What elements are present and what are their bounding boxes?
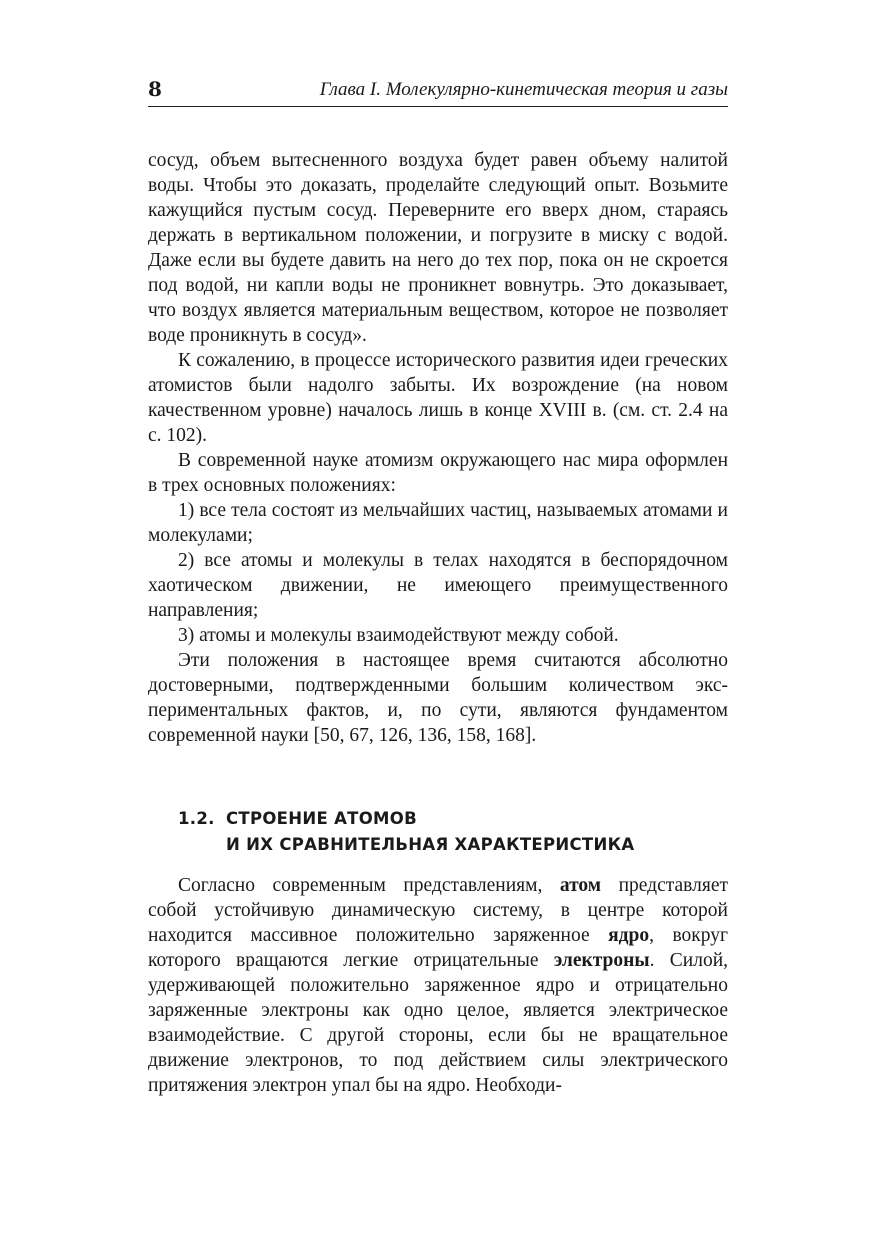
text-span: . Силой, удерживающей положительно заряженное ядро и отрицательно заряженные электроны как одно целое, является электрическое взаимодействие. С другой стороны, если бы не вращательное движение электронов, то под действием силы электрического притяжения электрон упал бы на ядро. Необходи- [148,950,728,1096]
page-number: 8 [148,77,162,101]
page-header [148,76,728,107]
text-span: представляет собой устойчивую динамическую систему, в центре которой находится массивное положительно заряженное [148,875,728,946]
body-text-bottom [148,873,728,1098]
paragraph-atomism-intro: В современной науке атомизм окружающего нас мира оформлен в трех основных положениях: [148,450,728,496]
term-nucleus: ядро [608,925,650,946]
list-item-3: 3) атомы и молекулы взаимодействуют между собой. [178,625,619,646]
paragraph-conclusion: Эти положения в настоящее время считаются абсолютно достоверными, подтвержденными большим количеством экспериментальных фактов, и, по сути, являются фундаментом современной науки [50, 67, 126, 136, 158, 168]. [148,650,728,746]
text-span: Согласно современным представлениям, [178,875,560,896]
paragraph-history: К сожалению, в процессе исторического развития идеи греческих атомистов были надолго забыты. Их возрождение (на новом качественном уровне) началось лишь в конце XVIII в. (см. ст. 2.4 на с. 102). [148,350,728,446]
list-item-2: 2) все атомы и молекулы в телах находятся в беспорядочном хаотическом движении, не имеющего преимущественного направления; [148,550,728,621]
section-title-line2: И ИХ СРАВНИТЕЛЬНАЯ ХАРАКТЕРИСТИКА [226,835,635,854]
list-item-1: 1) все тела состоят из мельчайших частиц, называемых атомами и молекулами; [148,500,728,546]
term-electrons: электроны [553,950,650,971]
paragraph-continuation: сосуд, объем вытесненного воздуха будет равен объему налитой воды. Чтобы это доказать, проделайте следующий опыт. Возьмите кажущийся пустым сосуд. Переверните его вверх дном, стараясь держать в вертикальном положении, и погрузите в миску с водой. Даже если вы будете давить на него до тех пор, пока он не скроется под водой, ни капли воды не проникнет вовнутрь. Это доказывает, что воздух является материальным веществом, которое не позволяет воде проникнуть в сосуд». [148,150,728,346]
body-text-top [148,148,728,748]
section-number: 1.2. [178,809,215,828]
section-heading [178,806,634,858]
running-title: Глава I. Молекулярно-кинетическая теория и газы [319,79,728,100]
section-title-line1: СТРОЕНИЕ АТОМОВ [226,809,417,828]
section-heading-line1 [178,806,634,832]
text-span: , вокруг которого вращаются легкие отрицательные [148,925,728,971]
paragraph-atom-structure [148,873,728,1098]
term-atom: атом [559,875,602,896]
